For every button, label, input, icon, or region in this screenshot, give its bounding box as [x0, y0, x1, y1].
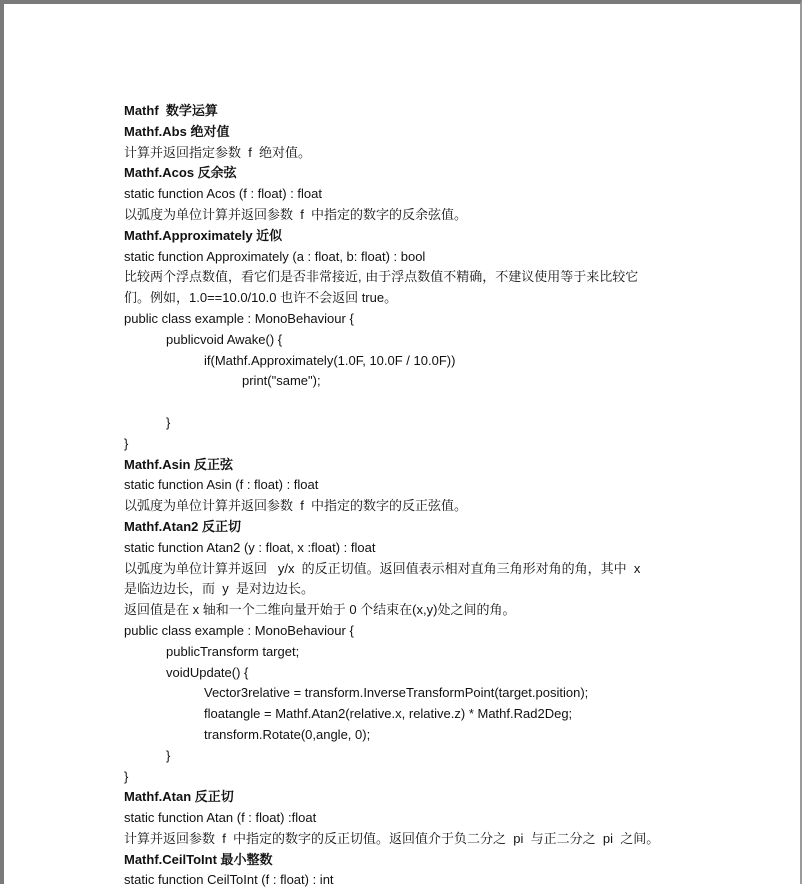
abs-heading: Mathf.Abs 绝对值 — [124, 123, 230, 139]
asin-signature: static function Asin (f : float) : float — [124, 477, 319, 493]
atan-description: 计算并返回参数 f 中指定的数字的反正切值。返回值介于负二分之 pi 与正二分之 pi 之间。 — [124, 830, 660, 846]
asin-heading: Mathf.Asin 反正弦 — [124, 456, 234, 472]
abs-description: 计算并返回指定参数 f 绝对值。 — [124, 144, 312, 160]
atan-heading: Mathf.Atan 反正切 — [124, 789, 234, 805]
atan2-description-2: 是临边边长，而 y 是对边边长。 — [124, 581, 314, 597]
blank-line — [124, 392, 694, 413]
approximately-description-1: 比较两个浮点数值，看它们是否非常接近, 由于浮点数值不精确，不建议使用等于来比较它 — [124, 269, 639, 285]
acos-signature: static function Acos (f : float) : float — [124, 186, 322, 202]
code-line: public class example : MonoBehaviour { — [124, 310, 354, 326]
code-line: } — [124, 768, 129, 784]
code-line: public class example : MonoBehaviour { — [124, 622, 354, 638]
approximately-signature: static function Approximately (a : float, b: float) : bool — [124, 248, 426, 264]
ceiltoint-heading: Mathf.CeilToInt 最小整数 — [124, 851, 273, 867]
atan2-signature: static function Atan2 (y : float, x :float) : float — [124, 539, 376, 555]
code-line: publicTransform target; — [166, 643, 300, 659]
atan2-heading: Mathf.Atan2 反正切 — [124, 518, 242, 534]
code-line: transform.Rotate(0,angle, 0); — [204, 726, 371, 742]
code-line: } — [166, 747, 171, 763]
doc-title: Mathf 数学运算 — [124, 103, 218, 118]
code-line: print("same"); — [242, 373, 321, 389]
code-line: publicvoid Awake() { — [166, 331, 283, 347]
code-line: } — [166, 414, 171, 430]
code-line: floatangle = Mathf.Atan2(relative.x, relative.z) * Mathf.Rad2Deg; — [204, 706, 573, 722]
asin-description: 以弧度为单位计算并返回参数 f 中指定的数字的反正弦值。 — [124, 498, 468, 514]
atan2-description-1: 以弧度为单位计算并返回 y/x 的反正切值。返回值表示相对直角三角形对角的角，其中 x — [124, 560, 641, 576]
code-line: } — [124, 435, 129, 451]
code-line: if(Mathf.Approximately(1.0F, 10.0F / 10.0F)) — [204, 352, 456, 368]
document-page — [124, 101, 694, 891]
code-line: voidUpdate() { — [166, 664, 249, 680]
ceiltoint-signature: static function CeilToInt (f : float) : int — [124, 872, 334, 888]
atan-signature: static function Atan (f : float) :float — [124, 810, 317, 826]
atan2-description-3: 返回值是在 x 轴和一个二维向量开始于 0 个结束在(x,y)处之间的角。 — [124, 602, 516, 618]
approximately-heading: Mathf.Approximately 近似 — [124, 227, 283, 243]
code-line: Vector3relative = transform.InverseTransformPoint(target.position); — [204, 685, 589, 701]
approximately-description-2: 们。例如，1.0==10.0/10.0 也许不会返回 true。 — [124, 290, 398, 306]
acos-description: 以弧度为单位计算并返回参数 f 中指定的数字的反余弦值。 — [124, 206, 468, 222]
acos-heading: Mathf.Acos 反余弦 — [124, 165, 237, 181]
